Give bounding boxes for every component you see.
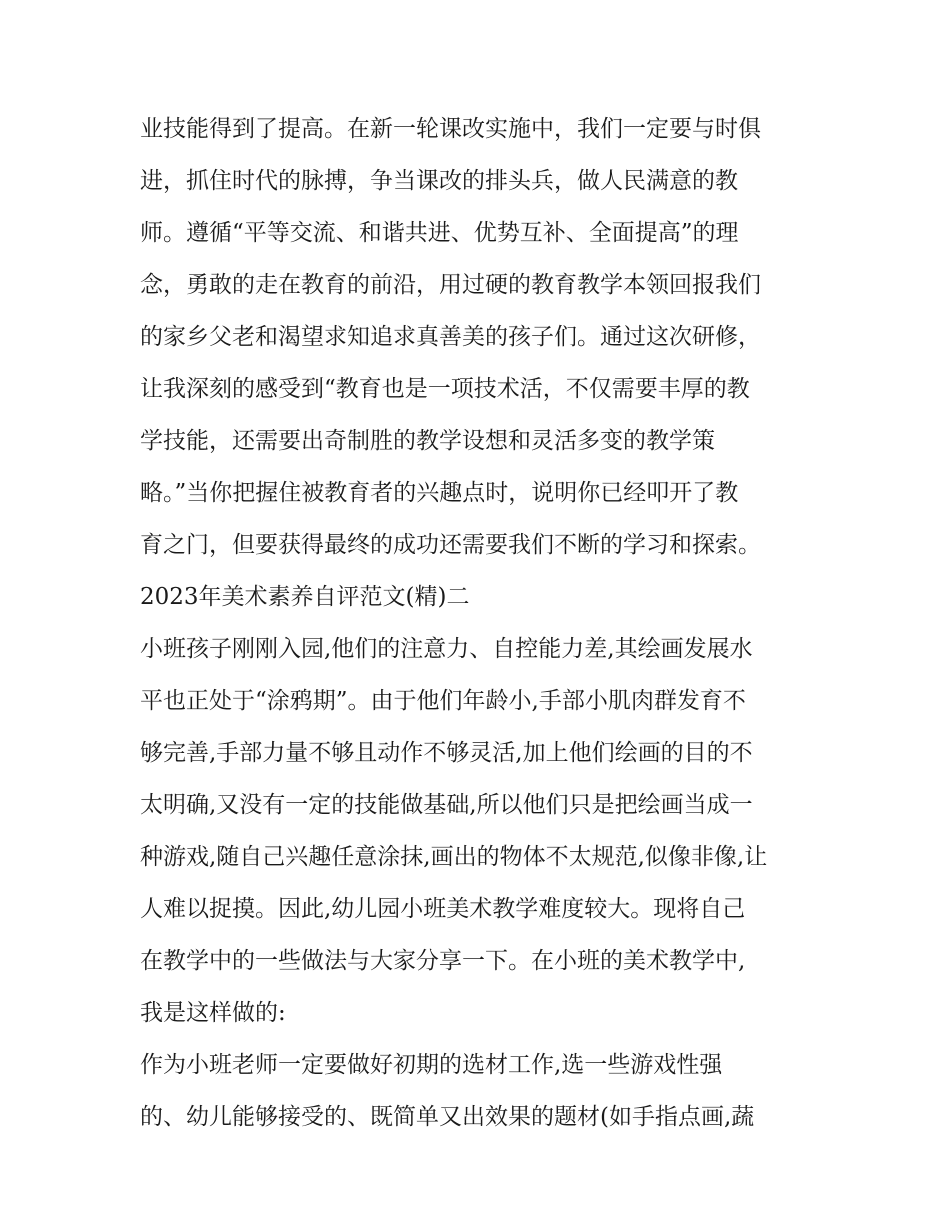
text-line: 的、幼儿能够接受的、既简单又出效果的题材(如手指点画,蔬: [140, 1104, 755, 1130]
text-line: 在教学中的一些做法与大家分享一下。在小班的美术教学中,: [140, 948, 746, 974]
text-line: 进，抓住时代的脉搏，争当课改的排头兵，做人民满意的教: [140, 168, 738, 194]
text-line: 人难以捉摸。因此,幼儿园小班美术教学难度较大。现将自己: [140, 896, 746, 922]
text-line: 育之门，但要获得最终的成功还需要我们不断的学习和探索。: [140, 532, 761, 558]
text-line: 业技能得到了提高。在新一轮课改实施中，我们一定要与时俱: [140, 116, 761, 142]
text-line: 种游戏,随自己兴趣任意涂抹,画出的物体不太规范,似像非像,让: [140, 844, 768, 870]
section-heading: 2023年美术素养自评范文(精)二: [140, 584, 470, 610]
text-line: 学技能，还需要出奇制胜的教学设想和灵活多变的教学策: [140, 428, 715, 454]
text-line: 念，勇敢的走在教育的前沿，用过硬的教育教学本领回报我们: [140, 272, 761, 298]
text-line: 平也正处于“涂鸦期”。由于他们年龄小,手部小肌肉群发育不: [140, 688, 746, 714]
text-line: 略。”当你把握住被教育者的兴趣点时，说明你已经叩开了教: [140, 480, 739, 506]
text-line: 的家乡父老和渴望求知追求真善美的孩子们。通过这次研修，: [140, 324, 761, 350]
text-line: 小班孩子刚刚入园,他们的注意力、自控能力差,其绘画发展水: [140, 636, 753, 662]
text-line: 够完善,手部力量不够且动作不够灵活,加上他们绘画的目的不: [140, 740, 753, 766]
text-line: 师。遵循“平等交流、和谐共进、优势互补、全面提高”的理: [140, 220, 739, 246]
document-body: [140, 103, 820, 1143]
text-line: 我是这样做的:: [140, 1000, 286, 1026]
text-line: 作为小班老师一定要做好初期的选材工作,选一些游戏性强: [140, 1052, 723, 1078]
text-line: 太明确,又没有一定的技能做基础,所以他们只是把绘画当成一: [140, 792, 753, 818]
text-line: 让我深刻的感受到“教育也是一项技术活，不仅需要丰厚的教: [140, 376, 750, 402]
